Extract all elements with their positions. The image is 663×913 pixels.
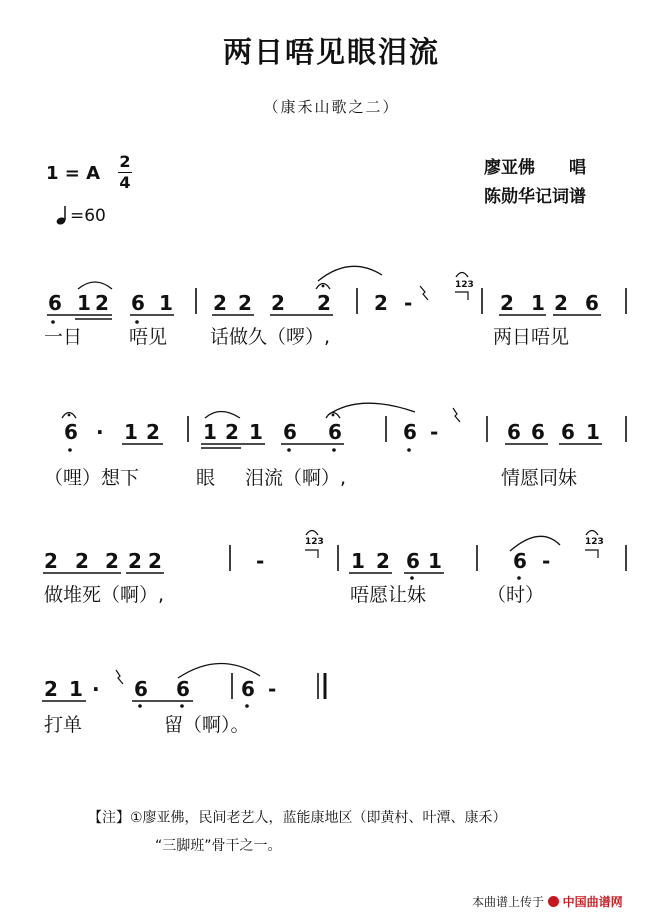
note: 1 bbox=[203, 420, 217, 444]
meter-bottom: 4 bbox=[119, 173, 131, 192]
tempo-marking bbox=[70, 206, 106, 226]
note: 6 bbox=[131, 291, 145, 315]
footnote-line-1 bbox=[88, 807, 507, 827]
note: 2 bbox=[317, 291, 331, 315]
note: 6 bbox=[176, 677, 190, 701]
grace-notes: 123 bbox=[455, 280, 474, 290]
note: 1 bbox=[77, 291, 91, 315]
lyric: 话做久（啰）, bbox=[210, 326, 331, 348]
octave-dots bbox=[51, 320, 521, 708]
dash: - bbox=[404, 291, 413, 315]
note: 1 bbox=[249, 420, 263, 444]
note: 6 bbox=[507, 420, 521, 444]
note: 6 bbox=[241, 677, 255, 701]
dash: - bbox=[542, 549, 551, 573]
lyric: （时） bbox=[487, 584, 545, 606]
note: 1 bbox=[69, 677, 83, 701]
note: 2 bbox=[213, 291, 227, 315]
lyric: 做堆死（啊）, bbox=[44, 584, 165, 606]
note: 1 bbox=[428, 549, 442, 573]
dot: · bbox=[92, 677, 100, 701]
site-logo-icon bbox=[548, 896, 559, 907]
footnote-text-2: “三脚班”骨干之一。 bbox=[155, 838, 282, 854]
note: 2 bbox=[75, 549, 89, 573]
note: 1 bbox=[351, 549, 365, 573]
note: 2 bbox=[376, 549, 390, 573]
note: 6 bbox=[283, 420, 297, 444]
lyric: （哩）想下 bbox=[44, 467, 140, 489]
note: 2 bbox=[105, 549, 119, 573]
note: 6 bbox=[134, 677, 148, 701]
note: 2 bbox=[271, 291, 285, 315]
lyric: 唔见 bbox=[129, 326, 168, 348]
key-signature: 1 = A bbox=[46, 163, 101, 184]
dash: - bbox=[430, 420, 439, 444]
note: 6 bbox=[328, 420, 342, 444]
note: 2 bbox=[146, 420, 160, 444]
note: 2 bbox=[44, 549, 58, 573]
meter-top: 2 bbox=[119, 152, 131, 171]
song-title: 两日唔见眼泪流 bbox=[222, 35, 440, 69]
lyric: 情愿同妹 bbox=[501, 467, 578, 489]
note: 6 bbox=[585, 291, 599, 315]
lyric: 眼 bbox=[196, 467, 216, 489]
lyric: 打单 bbox=[44, 714, 83, 736]
lyric: 唔愿让妹 bbox=[350, 584, 427, 606]
note: 1 bbox=[531, 291, 545, 315]
beam-underlines bbox=[42, 315, 602, 701]
lyric: 一日 bbox=[44, 326, 83, 348]
note: 6 bbox=[406, 549, 420, 573]
lyric: 泪流（啊）, bbox=[245, 467, 347, 489]
footer-site: 中国曲谱网 bbox=[562, 895, 623, 909]
song-subtitle: （康禾山歌之二） bbox=[263, 98, 400, 116]
footnote-mark: 【注】 bbox=[88, 810, 130, 826]
recorder-credit: 陈勋华记词谱 bbox=[484, 187, 586, 207]
note: 6 bbox=[403, 420, 417, 444]
lyric: 留（啊）。 bbox=[164, 714, 250, 736]
tempo-value: =60 bbox=[70, 206, 106, 226]
note: 6 bbox=[513, 549, 527, 573]
note: 2 bbox=[148, 549, 162, 573]
singer-credit: 廖亚佛 唱 bbox=[484, 158, 586, 178]
note: 2 bbox=[95, 291, 109, 315]
note: 2 bbox=[128, 549, 142, 573]
note: 2 bbox=[225, 420, 239, 444]
note: 6 bbox=[531, 420, 545, 444]
note: 2 bbox=[44, 677, 58, 701]
footer-watermark bbox=[472, 893, 623, 910]
dot: · bbox=[96, 420, 104, 444]
note: 2 bbox=[500, 291, 514, 315]
dash: - bbox=[268, 677, 277, 701]
note: 2 bbox=[238, 291, 252, 315]
note: 6 bbox=[48, 291, 62, 315]
footer-text: 本曲谱上传于 bbox=[472, 895, 545, 909]
note: 1 bbox=[124, 420, 138, 444]
lyric: 两日唔见 bbox=[493, 326, 570, 348]
barlines bbox=[188, 288, 626, 699]
footnote-text-1: ①廖亚佛，民间老艺人，蓝能康地区（即黄村、叶潭、康禾） bbox=[130, 810, 507, 826]
quarter-note-icon bbox=[56, 206, 68, 226]
note: 1 bbox=[586, 420, 600, 444]
dash: - bbox=[256, 549, 265, 573]
note: 2 bbox=[554, 291, 568, 315]
note: 6 bbox=[561, 420, 575, 444]
time-signature bbox=[118, 153, 132, 192]
note: 2 bbox=[374, 291, 388, 315]
note: 1 bbox=[159, 291, 173, 315]
grace-notes: 123 bbox=[585, 537, 604, 547]
grace-notes: 123 bbox=[305, 537, 324, 547]
note: 6 bbox=[64, 420, 78, 444]
